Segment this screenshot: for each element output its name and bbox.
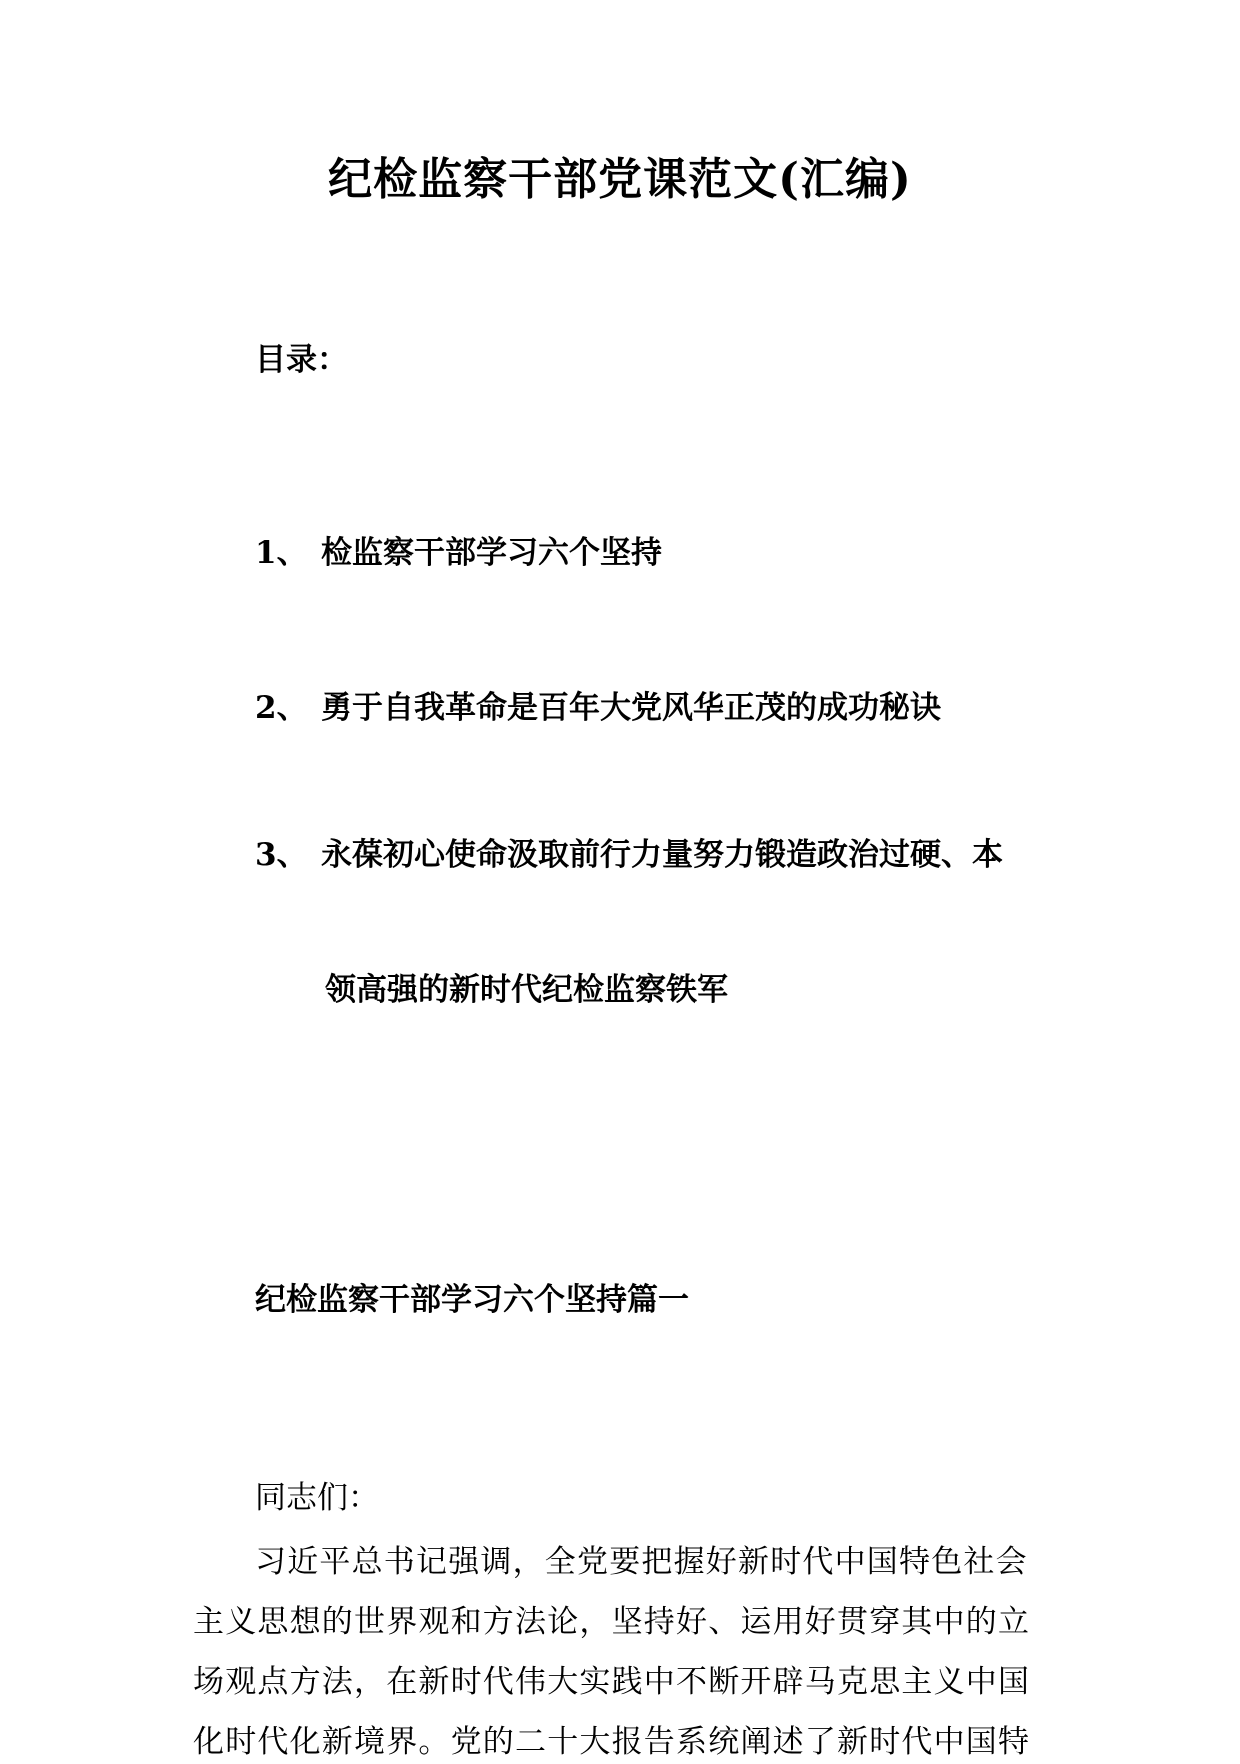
body-line-1: 习近平总书记强调，全党要把握好新时代中国特色社会 — [255, 1544, 1028, 1580]
toc-item-number: 2、 — [255, 690, 308, 726]
toc-item-number: 1、 — [255, 535, 308, 571]
section-heading: 纪检监察干部学习六个坚持篇一 — [255, 1282, 689, 1318]
body-line-3: 场观点方法，在新时代伟大实践中不断开辟马克思主义中国 — [193, 1664, 1031, 1700]
toc-item-2 — [255, 686, 941, 730]
toc-item-number: 3、 — [255, 837, 308, 873]
toc-item-1 — [255, 531, 662, 575]
toc-item-text: 检监察干部学习六个坚持 — [321, 535, 662, 571]
document-title: 纪检监察干部党课范文(汇编) — [328, 154, 912, 205]
salutation: 同志们： — [255, 1480, 379, 1516]
toc-item-3-continuation: 领高强的新时代纪检监察铁军 — [325, 972, 728, 1008]
toc-item-3 — [255, 833, 1003, 877]
toc-label: 目录： — [255, 342, 348, 378]
body-line-2: 主义思想的世界观和方法论，坚持好、运用好贯穿其中的立 — [193, 1604, 1031, 1640]
body-line-4: 化时代化新境界。党的二十大报告系统阐述了新时代中国特 — [193, 1724, 1031, 1760]
toc-item-text: 永葆初心使命汲取前行力量努力锻造政治过硬、本 — [321, 837, 1003, 873]
toc-item-text: 勇于自我革命是百年大党风华正茂的成功秘诀 — [321, 690, 941, 726]
